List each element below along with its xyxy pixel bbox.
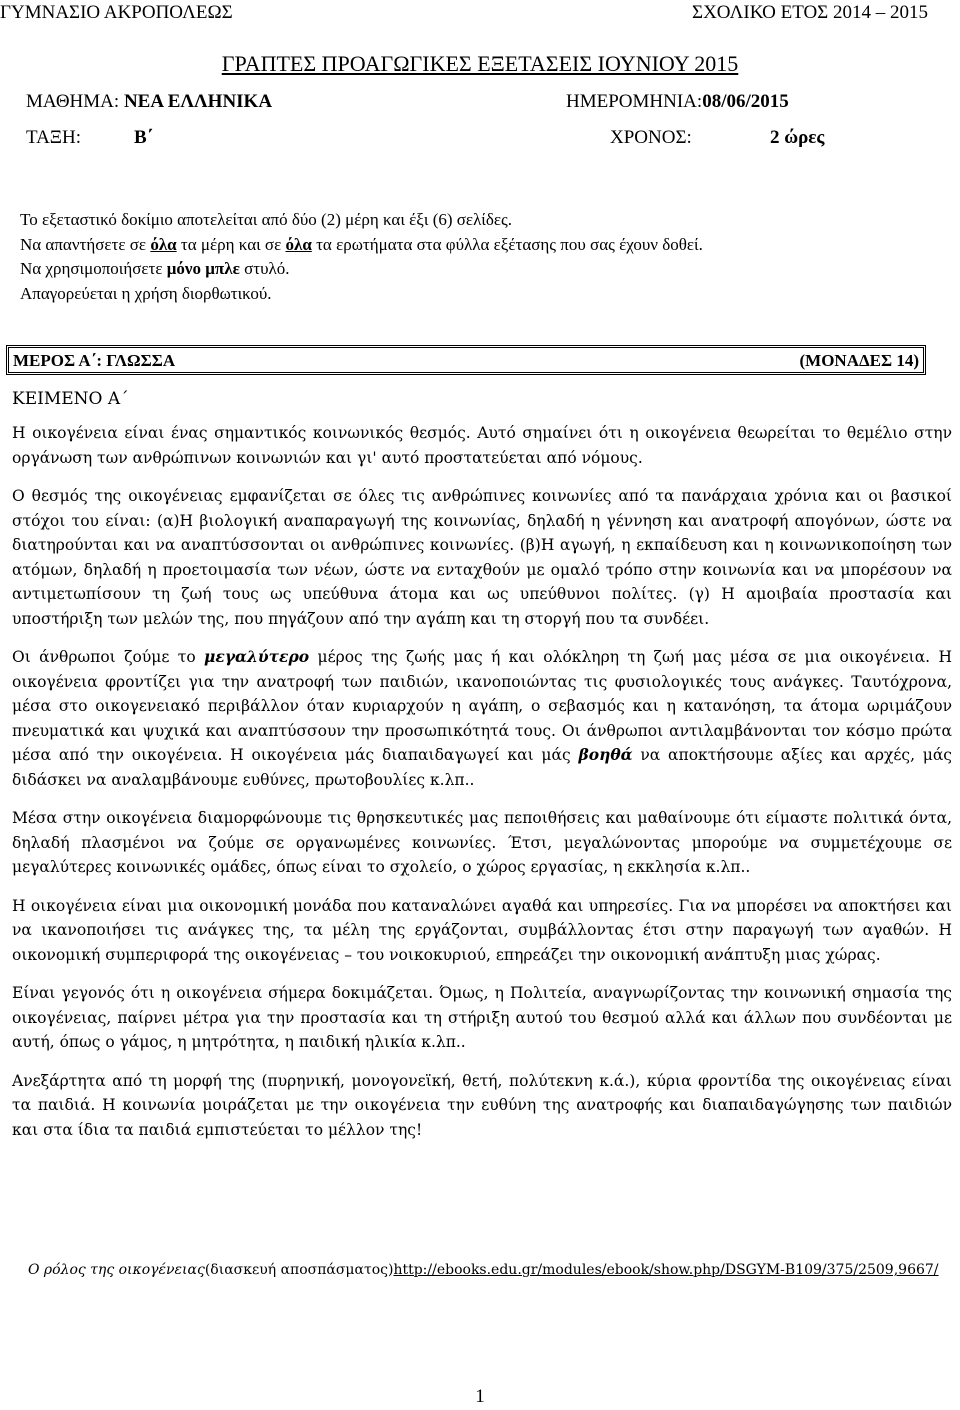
time-value: 2 ώρες bbox=[770, 127, 825, 148]
paragraph-4: Μέσα στην οικογένεια διαμορφώνουμε τις θρησκευτικές μας πεποιθήσεις και μαθαίνουμε ότι είμαστε πολιτικά όντα, δηλαδή πλασμένοι να ζούμε σε οργανωμένες κοινωνίες. Έτσι, μεγαλώνοντας μπορούμε να συμμετέχουμε σε μεγαλύτερες κοινωνικές ομάδες, όπως είναι το σχολείο, ο χώρος εργασίας, η εκκλησία κ.λπ.. bbox=[12, 809, 952, 876]
section-units: (ΜΟΝΑΔΕΣ 14) bbox=[799, 351, 919, 370]
subject-label: ΜΑΘΗΜΑ: bbox=[26, 91, 120, 112]
paragraph-2: Ο θεσμός της οικογένειας εμφανίζεται σε όλες τις ανθρώπινες κοινωνίες από τα πανάρχαια χρόνια και οι βασικοί στόχοι του είναι: (α)Η βιολογική αναπαραγωγή της κοινωνίας, δηλαδή η γέννηση και ανατροφή απογόνων, ώστε να διατηρούνται και να αναπτύσσονται οι ανθρώπινες κοινωνίες. (β)Η αγωγή, η εκπαίδευση και η κοινωνικοποίηση των ατόμων, δηλαδή η προετοιμασία των νέων, ώστε να ενταχθούν με ομαλό τρόπο στην κοινωνία και να μπορέσουν να αντιμετωπίσουν τη ζωή τους ως υπεύθυνα άτομα και ως υπεύθυνοι πολίτες. (γ) Η αμοιβαία προστασία και υποστήριξη των μελών της, που πηγάζουν από την αγάπη και τη στοργή που τα συνδέει. bbox=[12, 487, 952, 628]
source-citation bbox=[28, 1262, 939, 1278]
paragraph-1: Η οικογένεια είναι ένας σημαντικός κοινωνικός θεσμός. Αυτό σημαίνει ότι η οικογένεια θεωρείται το θεμέλιο στην οργάνωση των ανθρώπινων κοινωνιών και γι' αυτό προστατεύεται από νόμους. bbox=[12, 424, 952, 467]
page-number: 1 bbox=[475, 1386, 485, 1407]
source-title: Ο ρόλος της οικογένειας bbox=[28, 1262, 205, 1278]
paragraph-3: Οι άνθρωποι ζούμε το μεγαλύτερο μέρος της ζωής μας ή και ολόκληρη τη ζωή μας μέσα σε μια οικογένεια. Η οικογένεια φροντίζει για την ανατροφή των παιδιών, ικανοποιώντας τις φυσιολογικές τους ανάγκες. Ταυτόχρονα, μέσα στο οικογενειακό περιβάλλον όταν κυριαρχούν η αγάπη, ο σεβασμός και η κατανόηση, τα άτομα ωριμάζουν πνευματικά και ψυχικά και αναπτύσσουν την προσωπικότητά τους. Οι άνθρωποι αντιλαμβάνονται τον κόσμο πρώτα μέσα από την οικογένεια. Η οικογένεια μάς διαπαιδαγωγεί και μάς βοηθά να αποκτήσουμε αξίες και αρχές, μάς διδάσκει να αναλαμβάνουμε ευθύνες, πρωτοβουλίες κ.λπ.. bbox=[12, 647, 952, 789]
date-row bbox=[566, 91, 789, 113]
subject-row bbox=[26, 91, 272, 113]
instructions bbox=[20, 208, 703, 306]
subject-value: ΝΕΑ ΕΛΛΗΝΙΚΑ bbox=[123, 91, 273, 112]
section-title: ΜΕΡΟΣ Α΄: ΓΛΩΣΣΑ bbox=[13, 351, 176, 370]
instruction-line-3: Να χρησιμοποιήσετε μόνο μπλε στυλό. bbox=[20, 259, 290, 278]
date-value: 08/06/2015 bbox=[702, 91, 789, 112]
section-header-box bbox=[6, 345, 926, 375]
source-note: (διασκευή αποσπάσματος) bbox=[204, 1262, 394, 1278]
paragraph-7: Ανεξάρτητα από τη μορφή της (πυρηνική, μονογονεϊκή, θετή, πολύτεκνη κ.ά.), κύρια φροντίδα της οικογένειας είναι τα παιδιά. Η κοινωνία μοιράζεται με την οικογένεια την ευθύνη της ανατροφής και διαπαιδαγώγησης των παιδιών και στα ίδια τα παιδιά εμπιστεύεται το μέλλον της! bbox=[12, 1071, 952, 1139]
instruction-line-1: Το εξεταστικό δοκίμιο αποτελείται από δύο (2) μέρη και έξι (6) σελίδες. bbox=[20, 210, 513, 229]
instruction-line-4: Απαγορεύεται η χρήση διορθωτικού. bbox=[20, 283, 272, 303]
school-name: ΓΥΜΝΑΣΙΟ ΑΚΡΟΠΟΛΕΩΣ bbox=[0, 2, 233, 23]
paragraph-5: Η οικογένεια είναι μια οικονομική μονάδα που καταναλώνει αγαθά και υπηρεσίες. Για να μπορέσει να αποκτήσει και να ικανοποιήσει τις ανάγκες της, τα μέλη της εργάζονται, συμβάλλοντας έτσι στην παραγωγή των αγαθών. Η οικονομική συμπεριφορά της οικογένειας – του νοικοκυριού, επηρεάζει την οικονομική ανάπτυξη μιας χώρας. bbox=[12, 896, 952, 964]
text-body bbox=[12, 421, 952, 1156]
source-link[interactable]: http://ebooks.edu.gr/modules/ebook/show.php/DSGYM-B109/375/2509,9667/ bbox=[393, 1262, 939, 1278]
paragraph-6: Είναι γεγονός ότι η οικογένεια σήμερα δοκιμάζεται. Όμως, η Πολιτεία, αναγνωρίζοντας την κοινωνική σημασία της οικογένειας, παίρνει μέτρα για την προστασία και τη στήριξη αυτού του θεσμού αλλά και άλλων που συνδέονται με αυτή, όπως ο γάμος, η μητρότητα, η παιδική ηλικία κ.λπ.. bbox=[12, 984, 952, 1051]
school-year: ΣΧΟΛΙΚΟ ΕΤΟΣ 2014 – 2015 bbox=[692, 2, 928, 23]
time-label: ΧΡΟΝΟΣ: bbox=[610, 127, 692, 148]
class-value: Β΄ bbox=[134, 127, 153, 148]
exam-title: ΓΡΑΠΤΕΣ ΠΡΟΑΓΩΓΙΚΕΣ ΕΞΕΤΑΣΕΙΣ ΙΟΥΝΙΟΥ 2015 bbox=[221, 51, 739, 76]
date-label: ΗΜΕΡΟΜΗΝΙΑ: bbox=[566, 91, 703, 112]
text-heading: ΚΕΙΜΕΝΟ Α΄ bbox=[12, 389, 129, 409]
instruction-line-2: Να απαντήσετε σε όλα τα μέρη και σε όλα τα ερωτήματα στα φύλλα εξέτασης που σας έχουν δοθεί. bbox=[20, 234, 703, 254]
class-label: ΤΑΞΗ: bbox=[26, 127, 82, 148]
